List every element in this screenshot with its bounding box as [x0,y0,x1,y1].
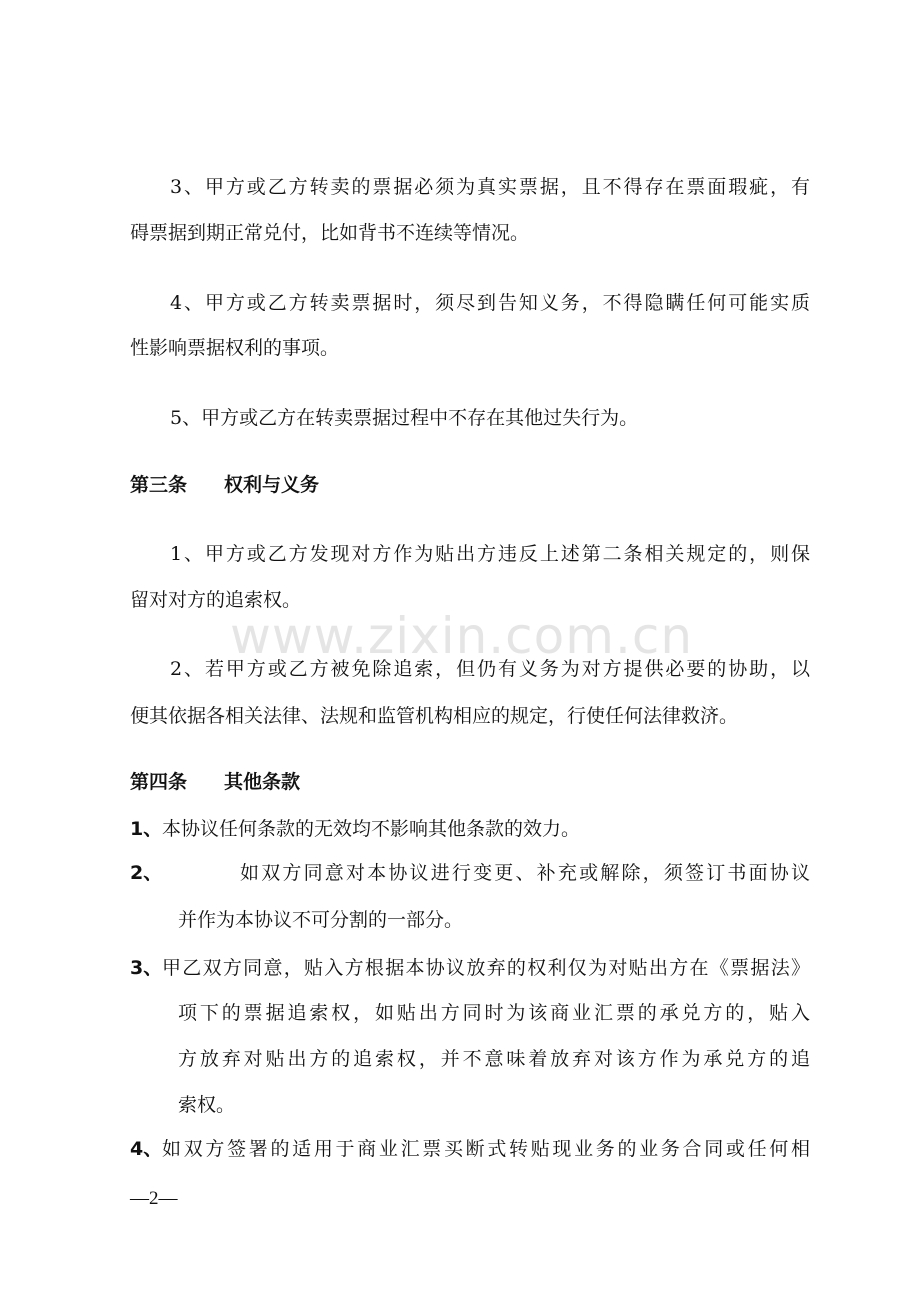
clause-4-1-marker: 1、 [130,818,163,840]
clause-4-2-line-1: 如双方同意对本协议进行变更、补充或解除，须签订书面协议 [240,862,810,884]
clause-4-3-line-3: 方放弃对贴出方的追索权，并不意味着放弃对该方作为承兑方的追 [178,1048,810,1070]
clause-4-4-line-1: 如双方签署的适用于商业汇票买断式转贴现业务的业务合同或任何相 [162,1138,810,1160]
clause-4-1-line-1: 本协议任何条款的无效均不影响其他条款的效力。 [162,818,581,840]
clause-3-1-line-1: 1、甲方或乙方发现对方作为贴出方违反上述第二条相关规定的，则保 [170,543,810,565]
clause-4-4-marker: 4、 [130,1138,163,1160]
clause-4-3-line-1: 甲乙双方同意，贴入方根据本协议放弃的权利仅为对贴出方在《票据法》 [162,957,810,979]
clause-4-3-line-4: 索权。 [178,1094,236,1116]
section-3-heading [130,472,319,498]
clause-4-2-marker: 2、 [130,862,163,884]
clause-3-2-line-1: 2、若甲方或乙方被免除追索，但仍有义务为对方提供必要的协助，以 [170,658,810,680]
section-4-title: 其他条款 [224,771,301,793]
clause-4-3-marker: 3、 [130,957,163,979]
clause-4-3-line-2: 项下的票据追索权，如贴出方同时为该商业汇票的承兑方的，贴入 [178,1002,810,1024]
clause-2-3-line-2: 碍票据到期正常兑付，比如背书不连续等情况。 [130,222,530,244]
clause-2-5-line-1: 5、甲方或乙方在转卖票据过程中不存在其他过失行为。 [170,407,639,429]
watermark: www.zixin.com.cn [230,607,694,665]
clause-2-3-line-1: 3、甲方或乙方转卖的票据必须为真实票据，且不得存在票面瑕疵，有 [170,176,810,198]
section-4-heading [130,769,300,795]
section-3-number: 第三条 [130,474,188,496]
section-3-title: 权利与义务 [224,474,320,496]
clause-2-4-line-2: 性影响票据权利的事项。 [130,337,340,359]
clause-4-2-line-2: 并作为本协议不可分割的一部分。 [178,909,464,931]
clause-2-4-line-1: 4、甲方或乙方转卖票据时，须尽到告知义务，不得隐瞒任何可能实质 [170,292,810,314]
page-number: —2— [130,1188,178,1209]
clause-3-1-line-2: 留对对方的追索权。 [130,589,302,611]
section-4-number: 第四条 [130,771,188,793]
clause-3-2-line-2: 便其依据各相关法律、法规和监管机构相应的规定，行使任何法律救济。 [130,705,739,727]
